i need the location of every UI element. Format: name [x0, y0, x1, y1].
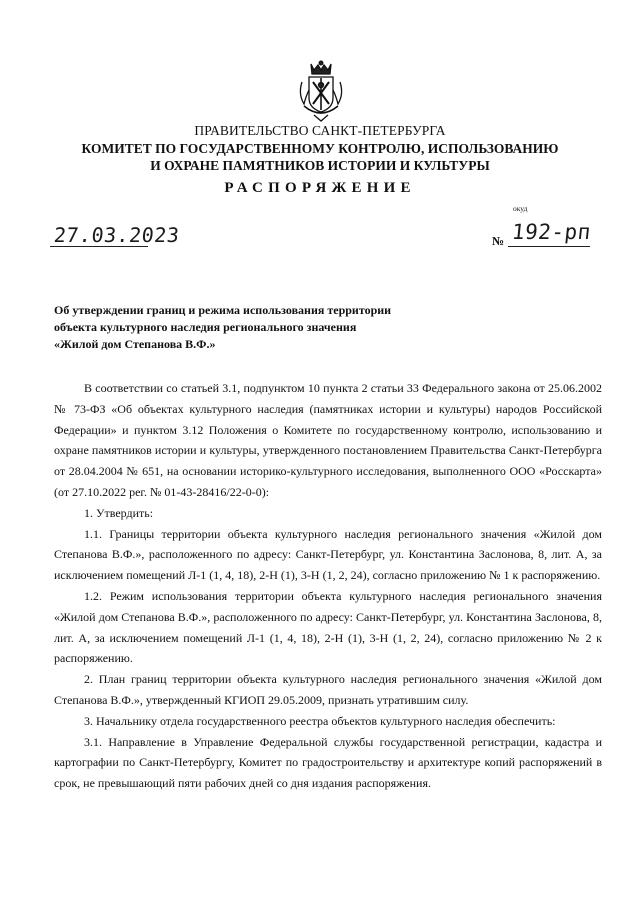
number-sign: №	[492, 234, 505, 248]
government-title: ПРАВИТЕЛЬСТВО САНКТ-ПЕТЕРБУРГА	[194, 123, 446, 138]
clause-1-2: 1.2. Режим использования территории объекта культурного наследия регионального значения «Жилой дом Степанова В.Ф.», расположенного по адресу: Санкт-Петербург, ул. Константина Заслонова, 8, лит. А, за исключением помещений Л-1 (1, 4, 18), 2-Н (1), 3-Н (1, 2, 24), согласно приложению № 2 к распоряжению.	[54, 588, 602, 666]
handwritten-date: 27.03.2023	[52, 223, 181, 247]
subject-line-1: Об утверждении границ и режима использования территории	[54, 303, 392, 317]
handwritten-number: 192-рп	[510, 220, 593, 244]
clause-2: 2. План границ территории объекта культурного наследия регионального значения «Жилой дом Степанова В.Ф.», утвержденный КГИОП 29.05.2009, признать утратившим силу.	[54, 672, 602, 707]
document-subject	[54, 302, 391, 353]
preamble-paragraph: В соответствии со статьей 3.1, подпунктом 10 пункта 2 статьи 33 Федерального закона от 25.06.2002 № 73-ФЗ «Об объектах культурного наследия (памятниках истории и культуры) народов Российской Федерации» и пунктом 3.12 Положения о Комитете по государственному контролю, использованию и охране памятников истории и культуры, утвержденного постановлением Правительства Санкт-Петербурга от 28.04.2004 № 651, на основании историко-культурного исследования, выполненного ООО «Росскарта» (от 27.10.2022 рег. № 01-43-28416/22-0-0):	[54, 381, 602, 499]
date-underline	[50, 246, 148, 247]
committee-name-line-1: КОМИТЕТ ПО ГОСУДАРСТВЕННОМУ КОНТРОЛЮ, ИСПОЛЬЗОВАНИЮ	[81, 141, 559, 156]
number-underline	[508, 246, 590, 247]
clause-1-1: 1.1. Границы территории объекта культурного наследия регионального значения «Жилой дом Степанова В.Ф.», расположенного по адресу: Санкт-Петербург, ул. Константина Заслонова, 8, лит. А, за исключением помещений Л-1 (1, 4, 18), 2-Н (1), 3-Н (1, 2, 24), согласно приложению № 1 к распоряжению.	[54, 526, 602, 583]
document-type-title: РАСПОРЯЖЕНИЕ	[224, 180, 416, 196]
committee-name-line-2: И ОХРАНЕ ПАМЯТНИКОВ ИСТОРИИ И КУЛЬТУРЫ	[150, 157, 490, 173]
okud-label: окуд	[513, 204, 528, 213]
subject-line-2: объекта культурного наследия регионального значения	[54, 320, 357, 334]
clause-3: 3. Начальнику отдела государственного реестра объектов культурного наследия обеспечить:	[84, 713, 556, 728]
clause-3-1: 3.1. Направление в Управление Федеральной службы государственной регистрации, кадастра и картографии по Санкт-Петербургу, Комитет по градостроительству и архитектуре копий распоряжений в срок, не превышающий пяти рабочих дней со дня издания распоряжения.	[54, 734, 602, 791]
subject-line-3: «Жилой дом Степанова В.Ф.»	[54, 337, 216, 351]
document-body	[54, 378, 602, 794]
committee-name	[0, 141, 640, 174]
coat-of-arms-icon	[296, 60, 346, 122]
clause-1: 1. Утвердить:	[84, 505, 154, 520]
